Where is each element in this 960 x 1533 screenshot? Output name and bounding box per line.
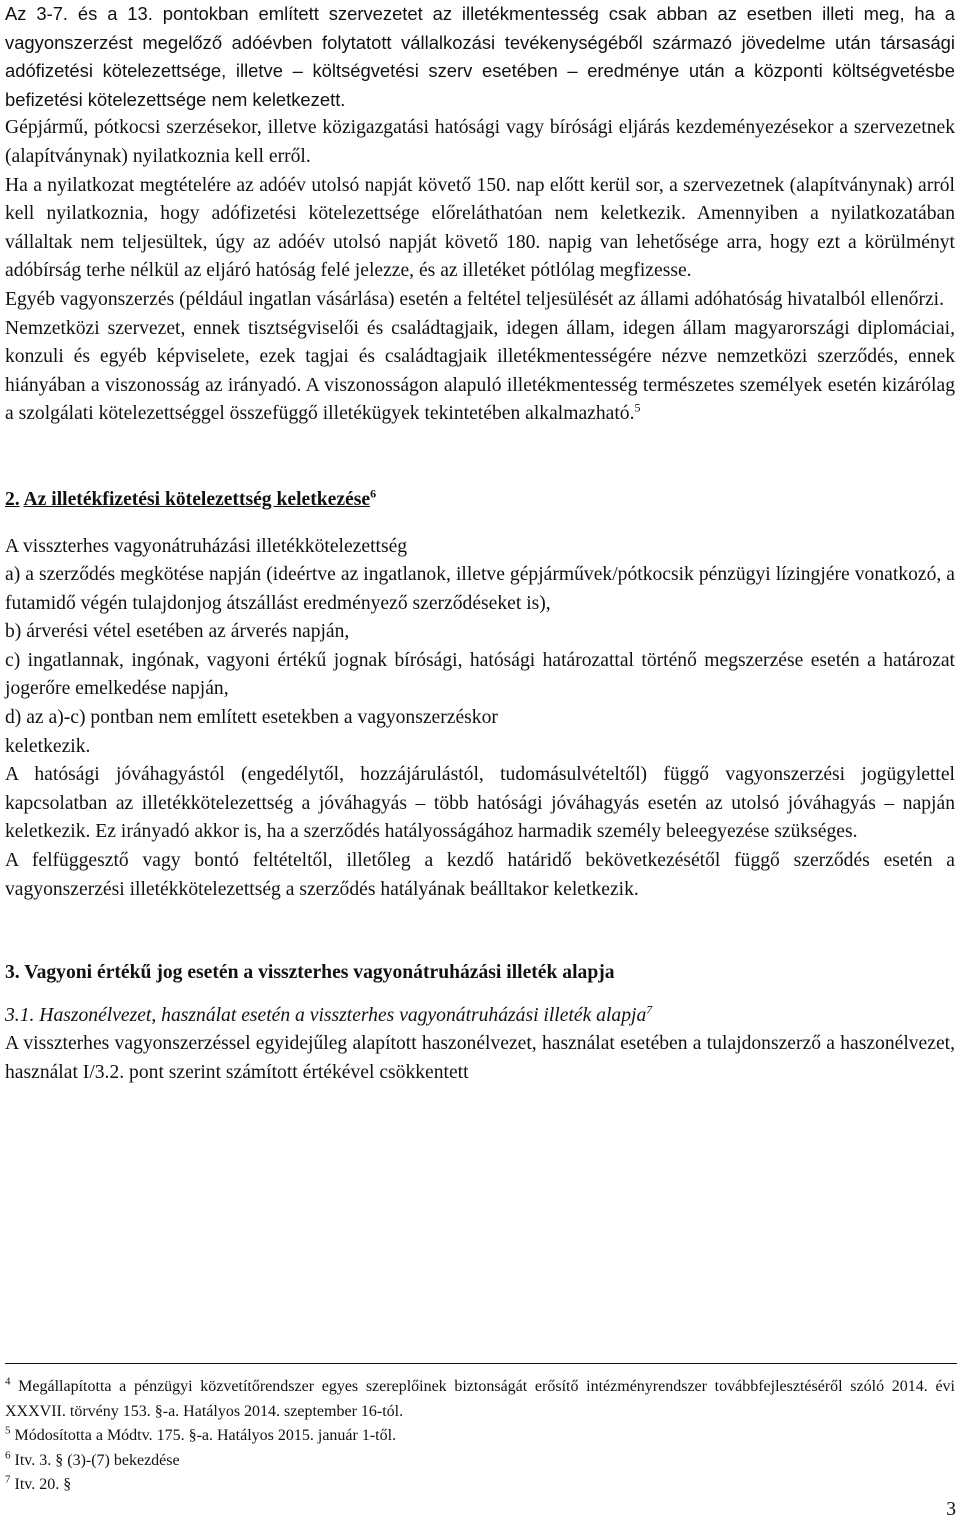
paragraph-condition: A felfüggesztő vagy bontó feltételtől, illetőleg a kezdő határidő bekövetkezésétől függő szerződés esetén a vagyonszerzési illetékkötelezettség a szerződés hatályának beálltakor keletkezik. — [5, 850, 955, 900]
list-item-a: a) a szerződés megkötése napján (ideértve az ingatlanok, illetve gépjárművek/pótkocsik pénzügyi lízingjére vonatkozó, a futamidő végén tulajdonjog átszállást eredményező szerződéseket is), — [5, 564, 955, 614]
list-item-c: c) ingatlannak, ingónak, vagyoni értékű jognak bírósági, hatósági határozattal történő megszerzése esetén a határozat jogerőre emelkedése napján, — [5, 649, 955, 700]
document-page — [5, 0, 955, 1088]
list-item-d: d) az a)-c) pontban nem említett esetekben a vagyonszerzéskor — [5, 707, 498, 729]
paragraph-international — [5, 315, 955, 429]
footnote-text: Módosította a Módtv. 175. §-a. Hatályos 2015. január 1-től. — [10, 1427, 397, 1444]
paragraph-approval: A hatósági jóváhagyástól (engedélytől, hozzájárulástól, tudomásulvételtől) függő vagyonszerzési jogügylettel kapcsolatban az illetékkötelezettség a jóváhagyás – több hatósági jóváhagyás esetén az utolsó jóváhagyás – napján keletkezik. Ez irányadó akkor is, ha a szerződés hatályosságához harmadik személy beleegyezése szükséges. — [5, 764, 955, 843]
footnote-number: 6 — [5, 1449, 11, 1462]
body-text — [5, 0, 955, 429]
paragraph-deadline: Ha a nyilatkozat megtételére az adóév utolsó napját követő 150. nap előtt kerül sor, a szervezetnek (alapítványnak) arról kell nyilatkoznia, hogy adófizetési kötelezettsége előreláthatóan nem keletkezik. Amennyiben a nyilatkozatában vállaltak nem teljesültek, úgy az adóév utolsó napját követő 180. napig van lehetősége arra, hogy ezt a körülményt adóbírság terhe nélkül az eljáró hatóság felé jelezze, és az illetéket pótlólag megfizesse. — [5, 174, 955, 282]
list-closing: keletkezik. — [5, 735, 91, 757]
footnote-text: Itv. 3. § (3)-(7) bekezdése — [10, 1451, 180, 1469]
paragraph-declaration: Gépjármű, pótkocsi szerzésekor, illetve közigazgatási hatósági vagy bírósági eljárás kezdeményezésekor a szervezetnek (alapítványnak) nyilatkoznia kell erről. — [5, 117, 955, 167]
footnote-text: Itv. 20. § — [10, 1476, 72, 1493]
section-2-title: Az illetékfizetési kötelezettség keletkezése — [23, 488, 371, 510]
footnote-ref-7: 7 — [646, 1002, 653, 1017]
footnote-ref-6: 6 — [370, 486, 377, 501]
footnote-separator — [5, 1363, 957, 1364]
section-3-1-title: 3.1. Haszonélvezet, használat esetén a visszterhes vagyonátruházási illeték alapja — [5, 1004, 647, 1026]
paragraph-verification: Egyéb vagyonszerzés (például ingatlan vásárlása) esetén a feltétel teljesülését az állami adóhatóság hivatalból ellenőrzi. — [5, 288, 945, 310]
section-3-heading: 3. Vagyoni értékű jog esetén a visszterhes vagyonátruházási illeték alapja — [5, 962, 615, 984]
section-3-1-heading — [5, 1002, 955, 1031]
footnote-5 — [5, 1424, 955, 1449]
footnote-4 — [5, 1375, 955, 1424]
footnote-number: 4 — [5, 1375, 11, 1388]
section-2-heading — [5, 486, 955, 515]
footnote-6 — [5, 1449, 955, 1474]
footnote-ref-5: 5 — [634, 400, 641, 415]
footnote-number: 7 — [5, 1473, 11, 1486]
list-item-b: b) árverési vétel esetében az árverés napján, — [5, 621, 350, 643]
footnote-number: 5 — [5, 1424, 11, 1437]
page-number: 3 — [946, 1499, 956, 1520]
footnote-7 — [5, 1473, 955, 1498]
footnote-text: Megállapította a pénzügyi közvetítőrendszer egyes szereplőinek biztonságát erősítő intézményrendszer továbbfejlesztéséről szóló 2014. évi XXXVII. törvény 153. §-a. Hatályos 2014. szeptember 16-tól. — [5, 1378, 955, 1420]
paragraph-international-text: Nemzetközi szervezet, ennek tisztségviselői és családtagjaik, idegen állam, idegen állam magyarországi diplomáciai, konzuli és egyéb képviselete, ezek tagjai és családtagjaik illetékmentességére nézve nemzetközi szerződés, ennek hiányában a viszonosság az irányadó. A viszonosságon alapuló illetékmentesség természetes személyek esetén kizárólag a szolgálati kötelezettséggel összefüggő illetékügyek tekintetében alkalmazható. — [5, 317, 955, 425]
paragraph-conditions: Az 3-7. és a 13. pontokban említett szervezetet az illetékmentesség csak abban az esetben illeti meg, ha a vagyonszerzést megelőző adóévben folytatott vállalkozási tevékenységéből származó jövedelme után társasági adófizetési kötelezettsége, illetve – költségvetési szerv esetében – eredménye után a központi költségvetésbe befizetési kötelezettsége nem keletkezett. — [5, 3, 955, 110]
obligation-intro: A visszterhes vagyonátruházási illetékkötelezettség — [5, 535, 408, 557]
paragraph-usufruct: A visszterhes vagyonszerzéssel egyidejűleg alapított haszonélvezet, használat esetében a tulajdonszerző a haszonélvezet, használat I/3.2. pont szerint számított értékével csökkentett — [5, 1033, 955, 1083]
footnotes — [5, 1375, 955, 1498]
section-2-number: 2. — [5, 488, 20, 510]
